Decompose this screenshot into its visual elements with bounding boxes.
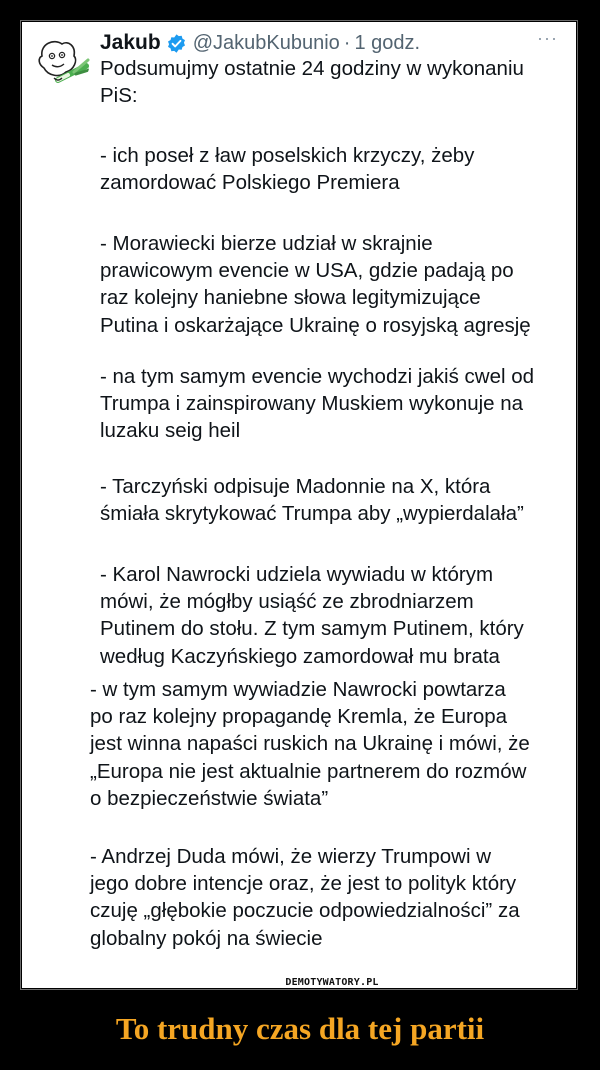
timestamp[interactable]: 1 godz. bbox=[354, 31, 421, 54]
tweet-text-line: po raz kolejny propagandę Kremla, że Europa bbox=[90, 705, 508, 729]
tweet-text-line: zamordować Polskiego Premiera bbox=[100, 171, 400, 195]
cartoon-face-avatar-icon[interactable] bbox=[28, 30, 90, 92]
verified-badge-icon bbox=[166, 33, 187, 54]
tweet-text-line: Podsumujmy ostatnie 24 godziny w wykonaniu bbox=[100, 57, 524, 80]
caption-title: To trudny czas dla tej partii bbox=[115, 1011, 485, 1046]
tweet-text-line: PiS: bbox=[100, 84, 138, 108]
watermark: DEMOTYWATORY.PL bbox=[272, 975, 392, 988]
author-handle[interactable]: @JakubKubunio bbox=[192, 31, 340, 54]
tweet-text-line: mówi, że mógłby usiąść ze zbrodniarzem bbox=[100, 590, 474, 614]
tweet-text-line: - Morawiecki bierze udział w skrajnie bbox=[100, 232, 433, 255]
tweet-text-line: Putina i oskarżające Ukrainę o rosyjską agresję bbox=[100, 313, 531, 337]
tweet-text-line: prawicowym evencie w USA, gdzie padają po bbox=[100, 259, 514, 283]
tweet-text-line: jest winna napaści ruskich na Ukrainę i mówi, że bbox=[90, 732, 530, 756]
tweet-text-line: czuję „głębokie poczucie odpowiedzialności” za bbox=[90, 899, 520, 923]
tweet-text-line: luzaku seig heil bbox=[100, 419, 241, 443]
tweet-text-line: Trumpa i zainspirowany Muskiem wykonuje na bbox=[100, 392, 524, 416]
tweet-text-line: - Karol Nawrocki udziela wywiadu w którym bbox=[100, 563, 494, 586]
tweet-header bbox=[100, 28, 420, 58]
more-options-icon[interactable]: ··· bbox=[537, 28, 558, 48]
tweet-text-line: Putinem do stołu. Z tym samym Putinem, który bbox=[100, 617, 524, 641]
tweet-text-line: śmiała skrytykować Trumpa aby „wypierdalała” bbox=[100, 502, 524, 526]
tweet-text-line: - Andrzej Duda mówi, że wierzy Trumpowi w bbox=[90, 845, 492, 868]
tweet-text-line: według Kaczyńskiego zamordował mu brata bbox=[100, 644, 500, 668]
tweet-text-line: o bezpieczeństwie świata” bbox=[90, 786, 329, 810]
tweet-text-line: „Europa nie jest aktualnie partnerem do rozmów bbox=[90, 759, 527, 783]
tweet-text-line: - Tarczyński odpisuje Madonnie na X, która bbox=[100, 475, 491, 498]
tweet-card bbox=[22, 22, 576, 988]
tweet-text-line: - ich poseł z ław poselskich krzyczy, żeby bbox=[100, 144, 475, 167]
separator-dot: · bbox=[343, 31, 351, 54]
author-name[interactable]: Jakub bbox=[100, 31, 161, 54]
tweet-text-line: - na tym samym evencie wychodzi jakiś cwel od bbox=[100, 365, 535, 388]
tweet-text-line: globalny pokój na świecie bbox=[90, 926, 323, 950]
tweet-text-line: - w tym samym wywiadzie Nawrocki powtarza bbox=[90, 678, 506, 701]
tweet-text-line: raz kolejny haniebne słowa legitymizujące bbox=[100, 286, 481, 310]
tweet-text-line: jego dobre intencje oraz, że jest to polityk który bbox=[90, 872, 517, 896]
